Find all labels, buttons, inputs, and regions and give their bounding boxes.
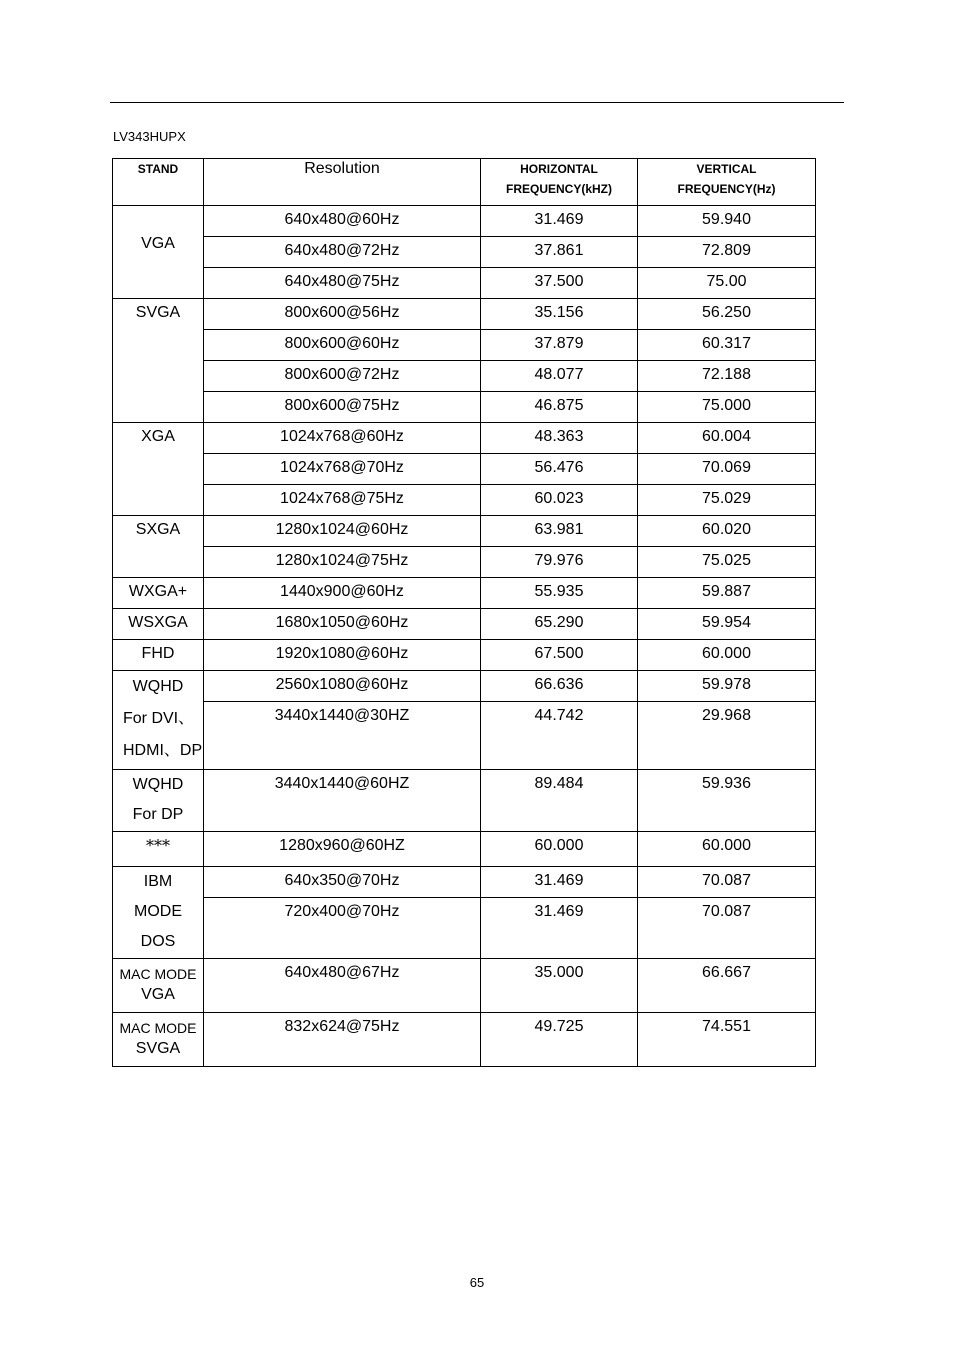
- vertical-cell: 56.250: [638, 299, 816, 330]
- horizontal-cell: 46.875: [481, 392, 638, 423]
- header-stand: STAND: [113, 159, 204, 206]
- resolution-cell: 3440x1440@30HZ: [204, 702, 481, 770]
- stand-cell-wqhd-dp: [113, 770, 204, 832]
- stand-label: MAC MODE: [119, 966, 197, 982]
- vertical-cell: 60.000: [638, 640, 816, 671]
- stand-cell: SVGA: [113, 299, 204, 423]
- resolution-cell: 832x624@75Hz: [204, 1013, 481, 1067]
- vertical-cell: 29.968: [638, 702, 816, 770]
- header-horizontal-line1: HORIZONTAL: [520, 162, 598, 176]
- resolution-cell: 2560x1080@60Hz: [204, 671, 481, 702]
- table-row: [113, 516, 816, 547]
- horizontal-cell: 37.861: [481, 237, 638, 268]
- vertical-cell: 72.188: [638, 361, 816, 392]
- horizontal-cell: 66.636: [481, 671, 638, 702]
- table-row: [113, 770, 816, 832]
- stand-label: MAC MODE: [119, 1020, 197, 1036]
- resolution-cell: 800x600@60Hz: [204, 330, 481, 361]
- horizontal-cell: 79.976: [481, 547, 638, 578]
- resolution-cell: 640x480@67Hz: [204, 959, 481, 1013]
- stand-cell-mac-vga: [113, 959, 204, 1013]
- horizontal-cell: 65.290: [481, 609, 638, 640]
- timing-table: [112, 158, 816, 1067]
- vertical-cell: 59.954: [638, 609, 816, 640]
- resolution-cell: 800x600@72Hz: [204, 361, 481, 392]
- table-row: [113, 361, 816, 392]
- vertical-cell: 72.809: [638, 237, 816, 268]
- stand-cell: VGA: [113, 206, 204, 299]
- stand-label: For DP: [132, 806, 184, 823]
- resolution-cell: 640x480@72Hz: [204, 237, 481, 268]
- horizontal-cell: 31.469: [481, 867, 638, 898]
- resolution-cell: 1280x1024@60Hz: [204, 516, 481, 547]
- stand-cell-ibm: [113, 867, 204, 959]
- header-horizontal-line2: FREQUENCY(kHZ): [505, 182, 612, 196]
- stand-cell: SXGA: [113, 516, 204, 578]
- horizontal-cell: 37.879: [481, 330, 638, 361]
- vertical-cell: 60.004: [638, 423, 816, 454]
- vertical-cell: 59.940: [638, 206, 816, 237]
- vertical-cell: 66.667: [638, 959, 816, 1013]
- stand-label: IBM: [143, 873, 173, 890]
- vertical-cell: 70.087: [638, 867, 816, 898]
- header-vertical-line1: VERTICAL: [696, 162, 757, 176]
- table-row: [113, 237, 816, 268]
- header-horizontal: [481, 159, 638, 206]
- stand-cell: ***: [113, 832, 204, 867]
- table-row: [113, 640, 816, 671]
- resolution-cell: 640x350@70Hz: [204, 867, 481, 898]
- horizontal-cell: 44.742: [481, 702, 638, 770]
- horizontal-cell: 60.000: [481, 832, 638, 867]
- table-row: [113, 867, 816, 898]
- stand-label: VGA: [141, 986, 175, 1003]
- table-row: [113, 423, 816, 454]
- model-name: LV343HUPX: [113, 129, 186, 144]
- table-row: [113, 898, 816, 959]
- table-row: [113, 485, 816, 516]
- header-rule: [110, 102, 844, 103]
- vertical-cell: 75.029: [638, 485, 816, 516]
- horizontal-cell: 60.023: [481, 485, 638, 516]
- resolution-cell: 1024x768@60Hz: [204, 423, 481, 454]
- horizontal-cell: 35.156: [481, 299, 638, 330]
- table-row: [113, 206, 816, 237]
- resolution-cell: 1680x1050@60Hz: [204, 609, 481, 640]
- stand-cell: WSXGA: [113, 609, 204, 640]
- stand-label: WQHD: [132, 678, 184, 695]
- vertical-cell: 70.087: [638, 898, 816, 959]
- horizontal-cell: 48.077: [481, 361, 638, 392]
- horizontal-cell: 31.469: [481, 206, 638, 237]
- stand-label: SVGA: [135, 1040, 181, 1057]
- resolution-cell: 640x480@60Hz: [204, 206, 481, 237]
- table-row: [113, 832, 816, 867]
- table-row: [113, 268, 816, 299]
- header-vertical: [638, 159, 816, 206]
- resolution-cell: 1920x1080@60Hz: [204, 640, 481, 671]
- table-row: [113, 392, 816, 423]
- resolution-cell: 1280x1024@75Hz: [204, 547, 481, 578]
- horizontal-cell: 31.469: [481, 898, 638, 959]
- stand-cell-wqhd: [113, 671, 204, 770]
- vertical-cell: 75.00: [638, 268, 816, 299]
- table-row: [113, 959, 816, 1013]
- vertical-cell: 70.069: [638, 454, 816, 485]
- table-row: [113, 702, 816, 770]
- vertical-cell: 60.000: [638, 832, 816, 867]
- resolution-cell: 720x400@70Hz: [204, 898, 481, 959]
- table-row: [113, 609, 816, 640]
- table-row: [113, 454, 816, 485]
- horizontal-cell: 37.500: [481, 268, 638, 299]
- resolution-cell: 1440x900@60Hz: [204, 578, 481, 609]
- header-resolution: Resolution: [204, 159, 481, 206]
- horizontal-cell: 49.725: [481, 1013, 638, 1067]
- vertical-cell: 75.000: [638, 392, 816, 423]
- stand-cell: WXGA+: [113, 578, 204, 609]
- resolution-cell: 3440x1440@60HZ: [204, 770, 481, 832]
- table-row: [113, 578, 816, 609]
- horizontal-cell: 56.476: [481, 454, 638, 485]
- table-row: [113, 299, 816, 330]
- stand-label: HDMI、DP: [123, 742, 203, 759]
- stand-cell: FHD: [113, 640, 204, 671]
- page-number: 65: [469, 1275, 485, 1290]
- resolution-cell: 800x600@75Hz: [204, 392, 481, 423]
- table-row: [113, 1013, 816, 1067]
- horizontal-cell: 67.500: [481, 640, 638, 671]
- resolution-cell: 1024x768@75Hz: [204, 485, 481, 516]
- resolution-cell: 800x600@56Hz: [204, 299, 481, 330]
- horizontal-cell: 35.000: [481, 959, 638, 1013]
- stand-label: DOS: [140, 933, 176, 950]
- stand-label: For DVI、: [123, 710, 195, 727]
- resolution-cell: 1280x960@60HZ: [204, 832, 481, 867]
- horizontal-cell: 89.484: [481, 770, 638, 832]
- table-row: [113, 330, 816, 361]
- vertical-cell: 60.317: [638, 330, 816, 361]
- vertical-cell: 59.936: [638, 770, 816, 832]
- stand-cell: XGA: [113, 423, 204, 516]
- table-header-row: [113, 159, 816, 206]
- resolution-cell: 1024x768@70Hz: [204, 454, 481, 485]
- horizontal-cell: 63.981: [481, 516, 638, 547]
- horizontal-cell: 48.363: [481, 423, 638, 454]
- vertical-cell: 75.025: [638, 547, 816, 578]
- resolution-cell: 640x480@75Hz: [204, 268, 481, 299]
- table-row: [113, 547, 816, 578]
- header-vertical-line2: FREQUENCY(Hz): [677, 182, 776, 196]
- stand-cell-mac-svga: [113, 1013, 204, 1067]
- vertical-cell: 59.887: [638, 578, 816, 609]
- stand-label: WQHD: [132, 776, 184, 793]
- stand-label: MODE: [134, 903, 182, 920]
- vertical-cell: 60.020: [638, 516, 816, 547]
- table-row: [113, 671, 816, 702]
- vertical-cell: 59.978: [638, 671, 816, 702]
- vertical-cell: 74.551: [638, 1013, 816, 1067]
- horizontal-cell: 55.935: [481, 578, 638, 609]
